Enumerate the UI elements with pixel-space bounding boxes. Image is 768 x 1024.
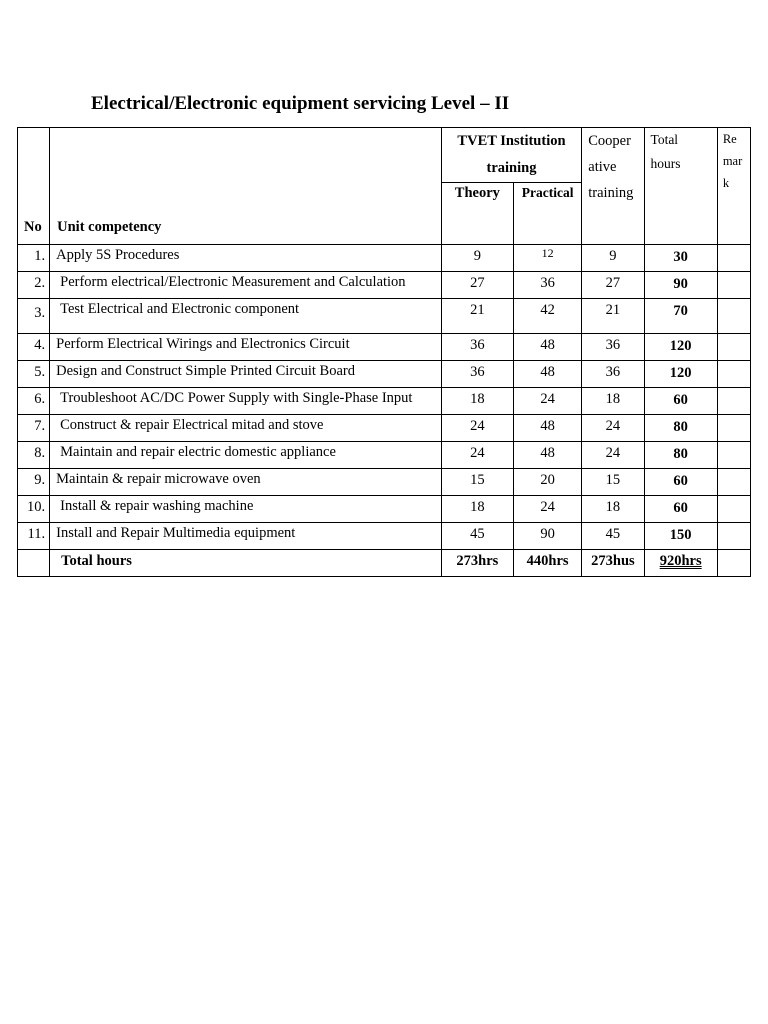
table-row — [18, 496, 751, 523]
row-theory: 18 — [441, 496, 513, 523]
total-row-no — [18, 550, 50, 577]
row-unit: Perform electrical/Electronic Measurement and Calculation — [50, 272, 442, 299]
row-theory: 9 — [441, 245, 513, 272]
row-theory: 45 — [441, 523, 513, 550]
header-tvet-line2: training — [486, 160, 537, 176]
header-theory: Theory — [441, 183, 513, 245]
row-no: 1. — [18, 245, 50, 272]
table-row — [18, 388, 751, 415]
row-unit: Perform Electrical Wirings and Electronics Circuit — [50, 334, 442, 361]
row-remark — [717, 334, 750, 361]
table-row — [18, 334, 751, 361]
grand-total-hours: 920hrs — [659, 553, 702, 569]
row-coop: 45 — [582, 523, 644, 550]
header-remark-line2: mar — [722, 154, 743, 168]
row-total: 150 — [644, 523, 717, 550]
row-remark — [717, 388, 750, 415]
total-remark — [717, 550, 750, 577]
row-coop: 18 — [582, 388, 644, 415]
header-practical: Practical — [514, 183, 582, 245]
row-total: 70 — [644, 299, 717, 334]
row-theory: 15 — [441, 469, 513, 496]
row-coop: 36 — [582, 334, 644, 361]
row-no: 4. — [18, 334, 50, 361]
document-title: Electrical/Electronic equipment servicing Level – II — [91, 93, 510, 114]
row-total: 60 — [644, 469, 717, 496]
row-no: 11. — [18, 523, 50, 550]
row-theory: 21 — [441, 299, 513, 334]
total-theory: 273hrs — [441, 550, 513, 577]
row-theory: 27 — [441, 272, 513, 299]
row-no: 9. — [18, 469, 50, 496]
row-total: 80 — [644, 415, 717, 442]
row-theory: 24 — [441, 442, 513, 469]
row-practical: 48 — [514, 442, 582, 469]
table-row — [18, 523, 751, 550]
row-coop: 21 — [582, 299, 644, 334]
row-total: 120 — [644, 334, 717, 361]
row-total: 60 — [644, 388, 717, 415]
row-practical: 20 — [514, 469, 582, 496]
header-coop-line1: Cooper — [588, 133, 631, 149]
row-no: 3. — [18, 299, 50, 334]
row-remark — [717, 299, 750, 334]
row-unit: Apply 5S Procedures — [50, 245, 442, 272]
row-coop: 24 — [582, 415, 644, 442]
row-unit: Design and Construct Simple Printed Circuit Board — [50, 361, 442, 388]
header-cooperative-training — [582, 128, 644, 245]
header-total-line1: Total — [650, 132, 679, 147]
unit-competency-table — [17, 127, 751, 577]
row-no: 5. — [18, 361, 50, 388]
header-row — [18, 128, 751, 183]
row-total: 80 — [644, 442, 717, 469]
header-coop-line2: ative — [588, 159, 617, 175]
table-row — [18, 272, 751, 299]
table-row — [18, 469, 751, 496]
row-no: 6. — [18, 388, 50, 415]
row-coop: 36 — [582, 361, 644, 388]
row-practical: 90 — [514, 523, 582, 550]
row-remark — [717, 523, 750, 550]
row-practical: 42 — [514, 299, 582, 334]
row-practical: 48 — [514, 415, 582, 442]
row-remark — [717, 496, 750, 523]
row-practical: 48 — [514, 334, 582, 361]
table-row — [18, 442, 751, 469]
header-coop-line3: training — [588, 185, 634, 201]
total-hours-row — [18, 550, 751, 577]
total-hours-label: Total hours — [50, 550, 442, 577]
row-unit: Troubleshoot AC/DC Power Supply with Single-Phase Input — [50, 388, 442, 415]
header-tvet-line1: TVET Institution — [457, 133, 566, 149]
table-row — [18, 299, 751, 334]
row-coop: 9 — [582, 245, 644, 272]
row-coop: 24 — [582, 442, 644, 469]
row-coop: 15 — [582, 469, 644, 496]
row-no: 7. — [18, 415, 50, 442]
row-remark — [717, 272, 750, 299]
row-remark — [717, 415, 750, 442]
header-total-hours — [644, 128, 717, 245]
row-total: 60 — [644, 496, 717, 523]
header-no: No — [18, 128, 50, 245]
row-coop: 27 — [582, 272, 644, 299]
row-remark — [717, 442, 750, 469]
row-theory: 36 — [441, 334, 513, 361]
total-practical: 440hrs — [514, 550, 582, 577]
row-no: 8. — [18, 442, 50, 469]
total-coop: 273hus — [582, 550, 644, 577]
row-practical: 36 — [514, 272, 582, 299]
total-grand-cell — [644, 550, 717, 577]
header-remark-line3: k — [722, 176, 730, 190]
row-unit: Construct & repair Electrical mitad and stove — [50, 415, 442, 442]
row-total: 30 — [644, 245, 717, 272]
row-remark — [717, 245, 750, 272]
row-unit: Maintain & repair microwave oven — [50, 469, 442, 496]
row-no: 2. — [18, 272, 50, 299]
row-practical: 12 — [514, 245, 582, 272]
header-total-line2: hours — [650, 156, 681, 171]
table-row — [18, 361, 751, 388]
row-coop: 18 — [582, 496, 644, 523]
header-remark — [717, 128, 750, 245]
row-unit: Install & repair washing machine — [50, 496, 442, 523]
row-remark — [717, 361, 750, 388]
header-unit-competency: Unit competency — [50, 128, 442, 245]
row-theory: 18 — [441, 388, 513, 415]
table-row — [18, 415, 751, 442]
row-unit: Maintain and repair electric domestic appliance — [50, 442, 442, 469]
table-row — [18, 245, 751, 272]
row-remark — [717, 469, 750, 496]
row-practical: 48 — [514, 361, 582, 388]
row-theory: 24 — [441, 415, 513, 442]
row-practical: 24 — [514, 496, 582, 523]
row-unit: Install and Repair Multimedia equipment — [50, 523, 442, 550]
row-practical: 24 — [514, 388, 582, 415]
row-total: 90 — [644, 272, 717, 299]
row-theory: 36 — [441, 361, 513, 388]
row-total: 120 — [644, 361, 717, 388]
header-tvet-training — [441, 128, 582, 183]
row-no: 10. — [18, 496, 50, 523]
row-unit: Test Electrical and Electronic component — [50, 299, 442, 334]
header-remark-line1: Re — [722, 132, 737, 146]
